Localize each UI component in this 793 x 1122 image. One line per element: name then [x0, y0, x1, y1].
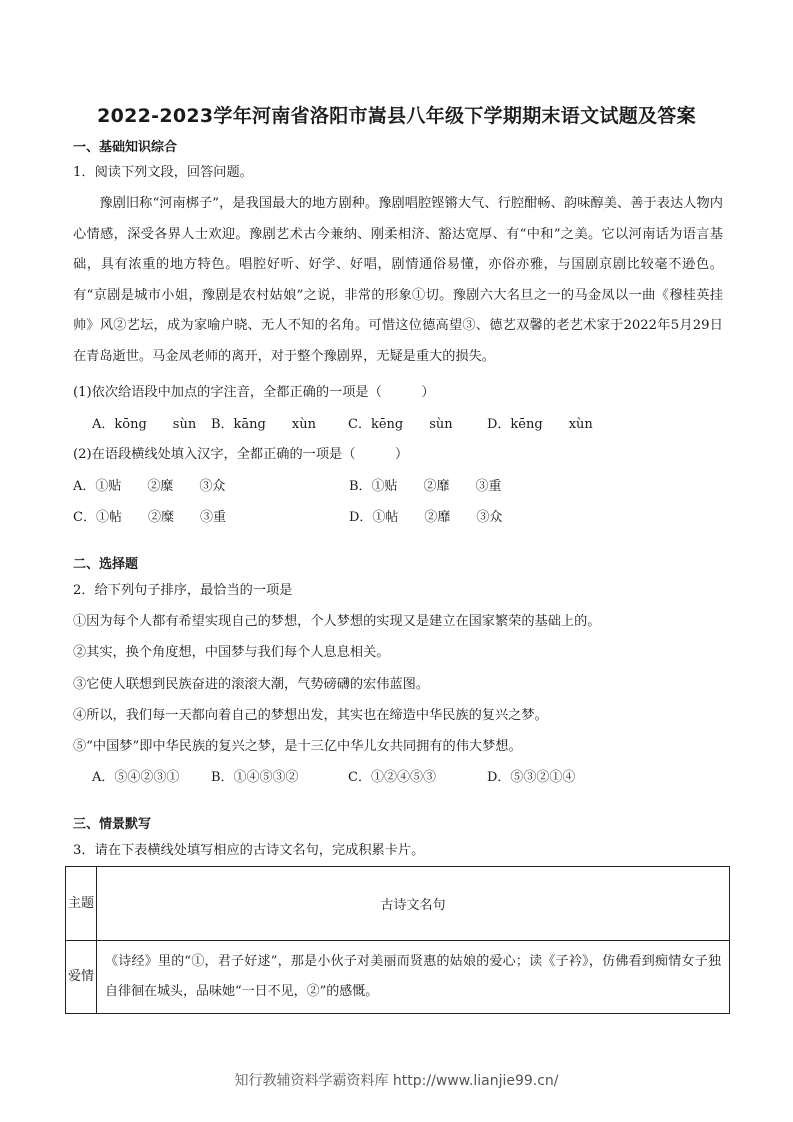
q2-option-c: C．①②④⑤③ — [348, 770, 436, 785]
q1-sub2-option-a: A．①贴 ②糜 ③众 — [73, 479, 226, 494]
table-row-theme: 爱情 — [66, 941, 97, 1014]
q1-sub2-option-c: C．①帖 ②糜 ③重 — [73, 510, 226, 525]
q1-sub2-option-b: B．①贴 ②靡 ③重 — [349, 479, 502, 494]
q2-option-a: A．⑤④②③① — [92, 770, 180, 785]
q1-sub2-option-d: D．①帖 ②靡 ③众 — [349, 510, 503, 525]
q2-option-b: B．①④⑤③② — [211, 770, 299, 785]
reading-passage: 豫剧旧称“河南梆子”，是我国最大的地方剧种。豫剧唱腔铿锵大气、行腔酣畅、韵味醇美、善于表达人物内心情感，深受各界人士欢迎。豫剧艺术古今兼纳、刚柔相济、豁达宽厚、有“中和”之美。它以河南话为语言基础，具有浓重的地方特色。唱腔好听、好学、好唱，剧情通俗易懂，亦俗亦雅，与国剧京剧比较毫不逊色。有“京剧是城市小姐，豫剧是农村姑娘”之说，非常的形象①切。豫剧六大名旦之一的马金凤以一曲《穆桂英挂帅》风②艺坛，成为家喻户晓、无人不知的名角。可惜这位德高望③、德艺双馨的老艺术家于2022年5月29日在青岛逝世。马金凤老师的离开，对于整个豫剧界，无疑是重大的损失。 — [73, 196, 723, 364]
section-heading-1: 一、基础知识综合 — [73, 140, 178, 155]
sentence-3: ③它使人联想到民族奋进的滚滚大潮，气势磅礴的宏伟蓝图。 — [73, 677, 430, 692]
accumulation-card-table — [65, 866, 730, 1014]
section-heading-3: 三、情景默写 — [73, 817, 152, 832]
question-1-sub1-stem: (1)依次给语段中加点的字注音，全都正确的一项是（ ） — [73, 385, 435, 400]
q1-sub1-option-c: C．kēng sùn — [348, 417, 453, 432]
q1-sub1-option-a: A．kōng sùn — [92, 417, 197, 432]
q2-option-d: D．⑤③②①④ — [487, 770, 576, 785]
page-title: 2022-2023学年河南省洛阳市嵩县八年级下学期期末语文试题及答案 — [97, 105, 696, 127]
question-2-stem: 2．给下列句子排序，最恰当的一项是 — [73, 583, 293, 598]
table-header-theme: 主题 — [66, 867, 97, 941]
sentence-1: ①因为每个人都有希望实现自己的梦想，个人梦想的实现又是建立在国家繁荣的基础上的。 — [73, 614, 601, 629]
q1-sub1-option-d: D．kēng xùn — [487, 417, 593, 432]
table-header-poem: 古诗文名句 — [97, 867, 730, 941]
page-footer: 知行教辅资料学霸资料库 http://www.lianjie99.cn/ — [234, 1073, 559, 1089]
sentence-2: ②其实，换个角度想，中国梦与我们每个人息息相关。 — [73, 645, 390, 660]
sentence-5: ⑤“中国梦”即中华民族的复兴之梦，是十三亿中华儿女共同拥有的伟大梦想。 — [73, 739, 522, 754]
table-row-text: 《诗经》里的“①，君子好逑”，那是小伙子对美丽而贤惠的姑娘的爱心；读《子衿》，仿佛看到痴情女子独自徘徊在城头，品味她“一日不见，②”的感慨。 — [97, 941, 730, 1014]
question-1-sub2-stem: (2)在语段横线处填入汉字，全都正确的一项是（ ） — [73, 447, 409, 462]
sentence-4: ④所以，我们每一天都向着自己的梦想出发，其实也在缔造中华民族的复兴之梦。 — [73, 708, 548, 723]
question-3-stem: 3．请在下表横线处填写相应的古诗文名句，完成积累卡片。 — [73, 843, 425, 858]
question-1-stem: 1．阅读下列文段，回答问题。 — [73, 165, 253, 180]
q1-sub1-option-b: B．kāng xùn — [211, 417, 316, 432]
section-heading-2: 二、选择题 — [73, 557, 139, 572]
